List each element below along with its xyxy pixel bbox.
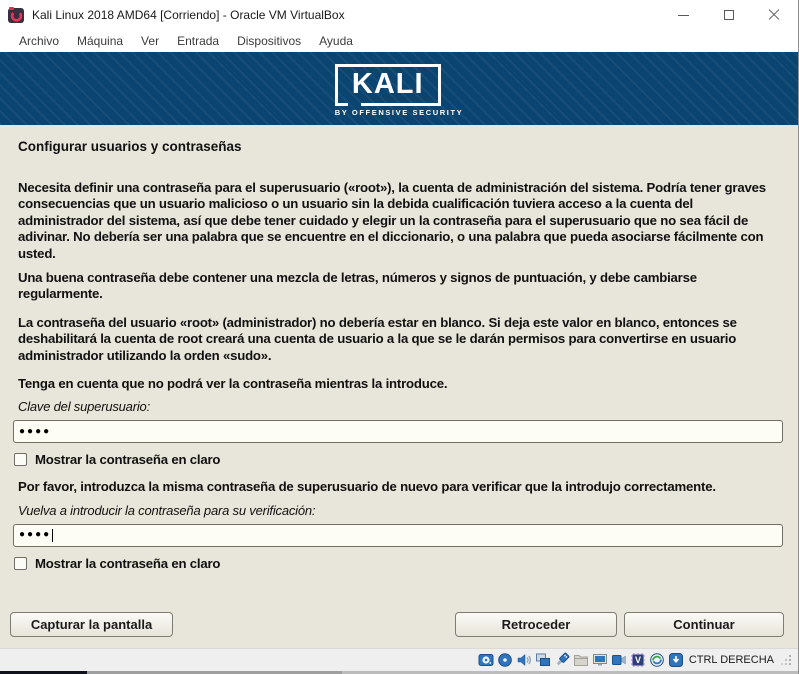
keyboard-capture-icon[interactable]: [668, 652, 684, 668]
optical-disc-icon[interactable]: [497, 652, 513, 668]
installer-content: [0, 125, 798, 648]
password-masked-value: ●●●●: [19, 425, 52, 437]
logo-border-segment: [335, 103, 348, 106]
kali-logo-text: KALI: [351, 67, 424, 100]
password-field-label: Clave del superusuario:: [18, 399, 150, 415]
shared-folders-icon[interactable]: [573, 652, 589, 668]
maximize-icon: [724, 10, 734, 20]
note-paragraph: Tenga en cuenta que no podrá ver la contraseña mientras la introduce.: [18, 376, 448, 392]
show-password2-label: Mostrar la contraseña en claro: [35, 555, 221, 571]
verify-password-input[interactable]: [13, 524, 783, 547]
maximize-button[interactable]: [706, 0, 751, 30]
back-button[interactable]: Retroceder: [455, 612, 617, 637]
resize-grip[interactable]: [780, 653, 792, 667]
show-password2-row[interactable]: [14, 556, 780, 571]
show-password2-checkbox[interactable]: [14, 557, 27, 570]
close-button[interactable]: [751, 0, 796, 30]
menu-ayuda[interactable]: Ayuda: [319, 34, 353, 48]
audio-icon[interactable]: [516, 652, 532, 668]
window-controls: [661, 0, 796, 30]
virtualization-features-icon[interactable]: [630, 652, 646, 668]
minimize-button[interactable]: [661, 0, 706, 30]
show-password-label: Mostrar la contraseña en claro: [35, 452, 221, 468]
root-blank-paragraph: La contraseña del usuario «root» (administrador) no debería estar en blanco. Si deja este valor en blanco, entonces se deshabilitará la cuenta de root creará una cuenta de usuario a la que se le darán permisos para convertirse en usuario administrador utilizando la orden «sudo».: [18, 314, 737, 363]
network-icon[interactable]: [535, 652, 551, 668]
menu-entrada[interactable]: Entrada: [177, 34, 220, 48]
kali-logo: [335, 64, 463, 117]
password-input[interactable]: [13, 420, 783, 443]
text-cursor: [52, 529, 53, 542]
kali-banner: [0, 52, 798, 125]
menu-archivo[interactable]: Archivo: [19, 34, 60, 48]
logo-border-segment: [361, 103, 441, 106]
show-password-checkbox[interactable]: [14, 453, 27, 466]
statusbar: [0, 648, 798, 671]
video-capture-icon[interactable]: [611, 652, 627, 668]
host-key-indicator: CTRL DERECHA: [688, 654, 774, 666]
svg-text:V: V: [634, 655, 641, 666]
menu-dispositivos[interactable]: Dispositivos: [237, 34, 302, 48]
kali-tagline: BY OFFENSIVE SECURITY: [334, 108, 464, 117]
close-icon: [768, 9, 780, 21]
virtualbox-vm-icon: [7, 6, 25, 24]
display-icon[interactable]: [592, 652, 608, 668]
titlebar: [0, 0, 798, 30]
verify-password-masked-value: ●●●●: [19, 529, 52, 541]
page-title: Configurar usuarios y contraseñas: [18, 139, 242, 154]
mouse-integration-icon[interactable]: [649, 652, 665, 668]
verify-field-label: Vuelva a introducir la contraseña para su verificación:: [18, 502, 316, 518]
show-password-row[interactable]: [14, 452, 780, 467]
intro-paragraph: Necesita definir una contraseña para el superusuario («root»), la cuenta de administración del sistema. Podría tener graves consecuencias que un usuario malicioso o un usuario sin la debida cualificación tuviera acceso a la cuenta del administrador del sistema, así que debe tener cuidado y elegir un la contraseña para el superusuario que no sea fácil de adivinar. No debería ser una palabra que se encuentre en el diccionario, o una palabra que pueda asociarse fácilmente con usted.: [18, 180, 766, 261]
kali-logo-box: [335, 64, 441, 103]
minimize-icon: [678, 15, 689, 16]
menu-maquina[interactable]: Máquina: [77, 34, 124, 48]
menubar: [0, 30, 798, 52]
screenshot-button[interactable]: Capturar la pantalla: [10, 612, 173, 637]
usb-icon[interactable]: [554, 652, 570, 668]
verify-paragraph: Por favor, introduzca la misma contraseña de superusuario de nuevo para verificar que la introdujo correctamente.: [18, 479, 716, 495]
window-title: Kali Linux 2018 AMD64 [Corriendo] - Oracle VM VirtualBox: [32, 8, 345, 22]
hard-disk-icon[interactable]: [478, 652, 494, 668]
continue-button[interactable]: Continuar: [624, 612, 784, 637]
advice-paragraph: Una buena contraseña debe contener una mezcla de letras, números y signos de puntuación, y debe cambiarse regularmente.: [18, 270, 697, 302]
menu-ver[interactable]: Ver: [141, 34, 160, 48]
